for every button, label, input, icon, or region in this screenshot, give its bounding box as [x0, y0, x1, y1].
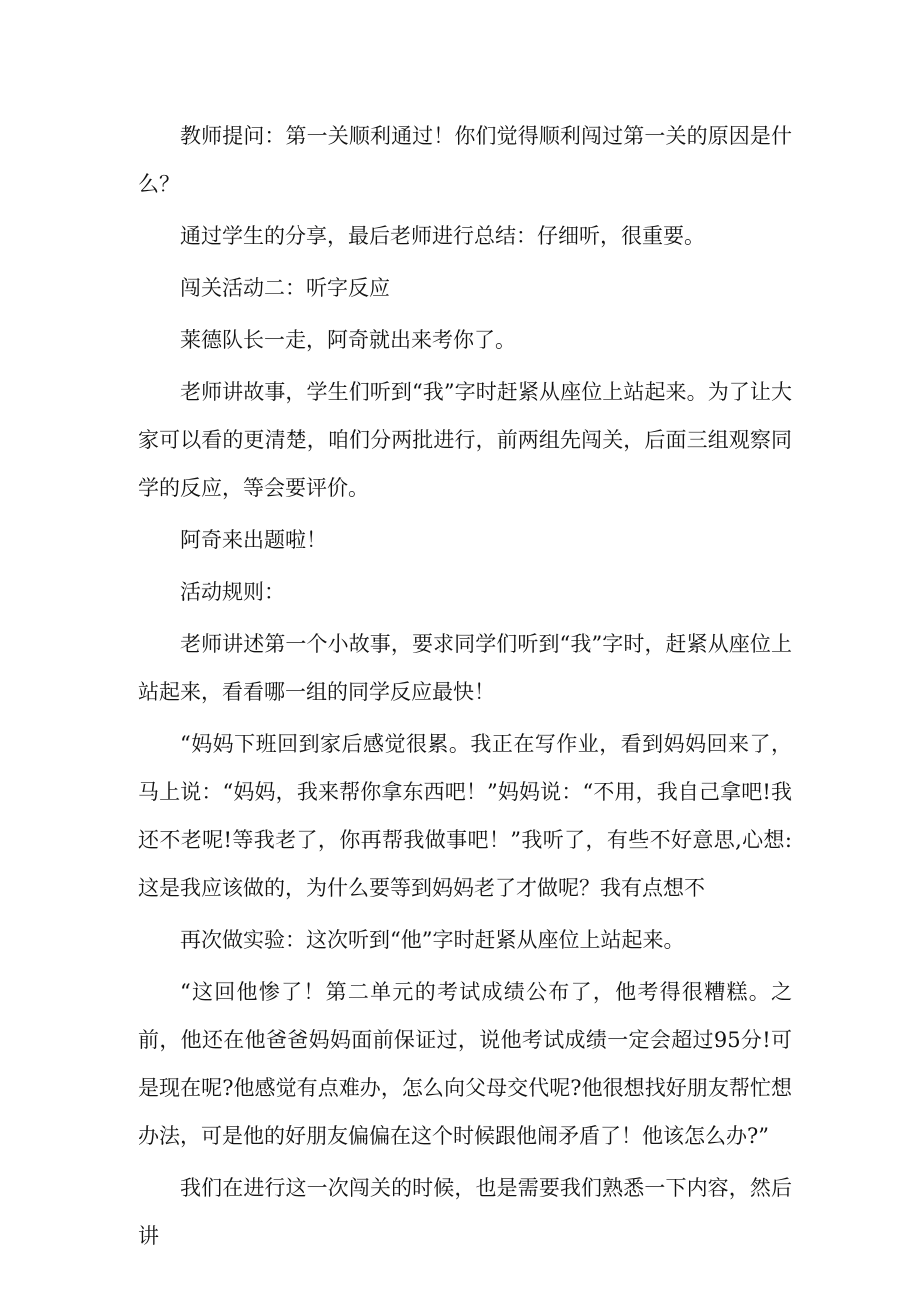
paragraph-story-two: “这回他惨了！第二单元的考试成绩公布了，他考得很糟糕。之前，他还在他爸爸妈妈面前保证过，说他考试成绩一定会超过95分!可是现在呢?他感觉有点难办，怎么向父母交代呢?他很想找好朋友帮忙想办法，可是他的好朋友偏偏在这个时候跟他闹矛盾了！他该怎么办?”	[138, 980, 792, 1148]
paragraph-activity-two-heading: 闯关活动二：听字反应	[180, 276, 390, 300]
paragraph-teacher-question: 教师提问：第一关顺利通过！你们觉得顺利闯过第一关的原因是什么？	[138, 124, 792, 196]
paragraph-story-one: “妈妈下班回到家后感觉很累。我正在写作业，看到妈妈回来了，马上说：“妈妈，我来帮你拿东西吧！”妈妈说：“不用，我自己拿吧!我还不老呢!等我老了，你再帮我做事吧！”我听了，有些不好意思,心想:这是我应该做的，为什么要等到妈妈老了才做呢？我有点想不	[138, 732, 792, 900]
paragraph-story-instructions: 老师讲故事，学生们听到“我”字时赶紧从座位上站起来。为了让大家可以看的更清楚，咱们分两批进行，前两组先闯关，后面三组观察同学的反应，等会要评价。	[138, 380, 792, 500]
paragraph-summary: 通过学生的分享，最后老师进行总结：仔细听，很重要。	[180, 224, 705, 248]
paragraph-archie-question: 阿奇来出题啦！	[180, 528, 327, 552]
paragraph-archie-intro: 莱德队长一走，阿奇就出来考你了。	[180, 328, 516, 352]
paragraph-experiment-again: 再次做实验：这次听到“他”字时赶紧从座位上站起来。	[180, 928, 685, 952]
paragraph-closing: 我们在进行这一次闯关的时候，也是需要我们熟悉一下内容，然后讲	[138, 1176, 792, 1248]
paragraph-rules-heading: 活动规则：	[180, 580, 285, 604]
paragraph-rules-detail: 老师讲述第一个小故事，要求同学们听到“我”字时，赶紧从座位上站起来，看看哪一组的同学反应最快！	[138, 632, 792, 704]
